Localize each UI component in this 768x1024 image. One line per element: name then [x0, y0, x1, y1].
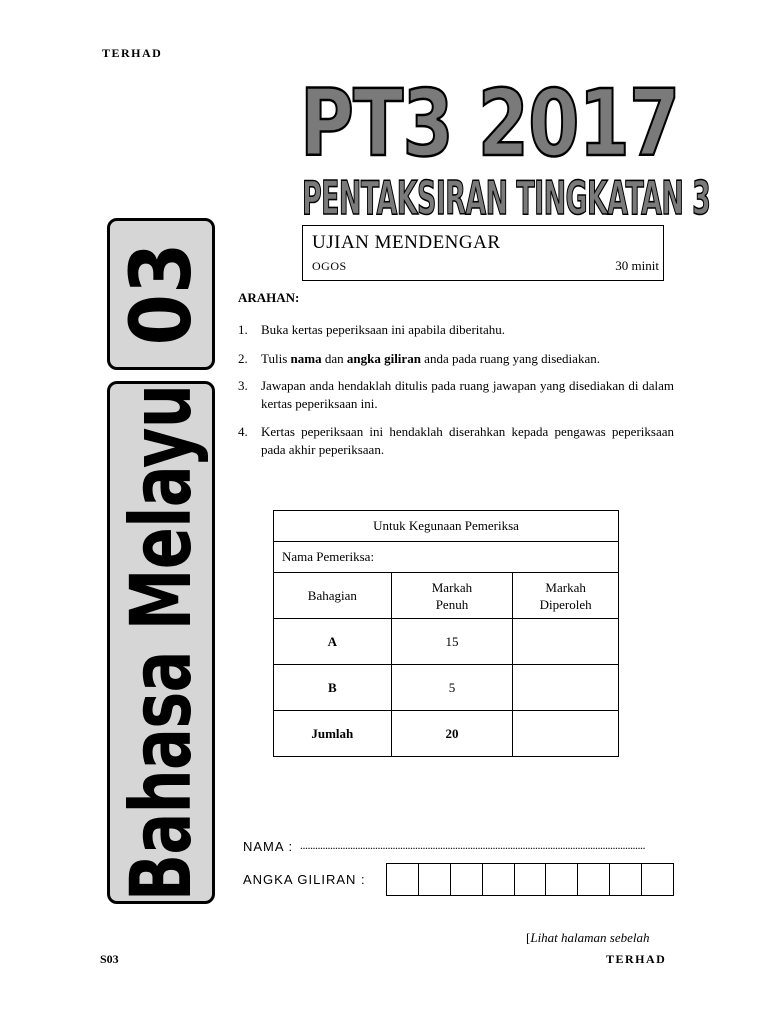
index-number-box[interactable]: [387, 864, 419, 895]
exam-title: PT3 2017: [300, 70, 680, 177]
total-full-marks: 20: [391, 711, 513, 757]
examiner-table-title: Untuk Kegunaan Pemeriksa: [274, 511, 619, 542]
index-number-box[interactable]: [642, 864, 673, 895]
full-marks-value: 15: [391, 619, 513, 665]
index-number-box[interactable]: [578, 864, 610, 895]
obtained-marks-cell[interactable]: [513, 619, 619, 665]
subject-code: 03: [112, 242, 210, 346]
instruction-text: Jawapan anda hendaklah ditulis pada ruang jawapan yang disediakan di dalam kertas peperiksaan ini.: [261, 378, 674, 411]
subject-code-panel: [107, 218, 215, 370]
index-number-box[interactable]: [451, 864, 483, 895]
paper-name: UJIAN MENDENGAR: [312, 232, 501, 253]
footer-classification: TERHAD: [606, 952, 667, 966]
col-header-obtained-marks: Markah Diperoleh: [513, 573, 619, 619]
exam-subtitle: PENTAKSIRAN TINGKATAN 3: [302, 171, 711, 225]
instruction-number: 4.: [238, 424, 248, 439]
index-number-box[interactable]: [546, 864, 578, 895]
see-next-page: [Lihat halaman sebelah: [526, 930, 650, 945]
header-classification: TERHAD: [102, 46, 163, 60]
subject-name: Bahasa Melayu: [112, 384, 210, 901]
index-number-box[interactable]: [610, 864, 642, 895]
index-number-box[interactable]: [483, 864, 515, 895]
index-number-box[interactable]: [419, 864, 451, 895]
instruction-number: 2.: [238, 351, 248, 366]
instruction-number: 1.: [238, 322, 248, 337]
instructions-heading: ARAHAN:: [238, 290, 300, 305]
index-number-label: ANGKA GILIRAN :: [243, 872, 366, 887]
subject-name-panel: [107, 381, 215, 904]
candidate-name-field[interactable]: ..........................................................................................................................................: [300, 838, 645, 852]
col-header-section: Bahagian: [274, 573, 392, 619]
paper-info-box: [302, 225, 664, 281]
footer-paper-code: S03: [100, 952, 119, 966]
total-label: Jumlah: [274, 711, 392, 757]
paper-month: OGOS: [312, 259, 347, 273]
instruction-item: [238, 321, 674, 339]
examiner-table: [273, 510, 619, 757]
index-number-box[interactable]: [515, 864, 547, 895]
instruction-item: [238, 423, 674, 459]
total-obtained-cell[interactable]: [513, 711, 619, 757]
instruction-number: 3.: [238, 378, 248, 393]
instruction-item: [238, 377, 674, 413]
section-label: B: [274, 665, 392, 711]
index-number-boxes[interactable]: [386, 863, 674, 896]
col-header-full-marks: Markah Penuh: [391, 573, 513, 619]
examiner-name-field[interactable]: Nama Pemeriksa:: [274, 542, 619, 573]
section-label: A: [274, 619, 392, 665]
instruction-text: Tulis nama dan angka giliran anda pada ruang yang disediakan.: [261, 351, 600, 366]
table-row: [274, 665, 619, 711]
full-marks-value: 5: [391, 665, 513, 711]
table-row: [274, 619, 619, 665]
table-row-total: [274, 711, 619, 757]
instruction-text: Kertas peperiksaan ini hendaklah diserahkan kepada pengawas peperiksaan pada akhir peperiksaan.: [261, 424, 674, 457]
paper-duration: 30 minit: [615, 258, 659, 273]
candidate-name-label: NAMA :: [243, 839, 294, 854]
obtained-marks-cell[interactable]: [513, 665, 619, 711]
instruction-item: [238, 350, 674, 368]
instruction-text: Buka kertas peperiksaan ini apabila diberitahu.: [261, 322, 506, 337]
